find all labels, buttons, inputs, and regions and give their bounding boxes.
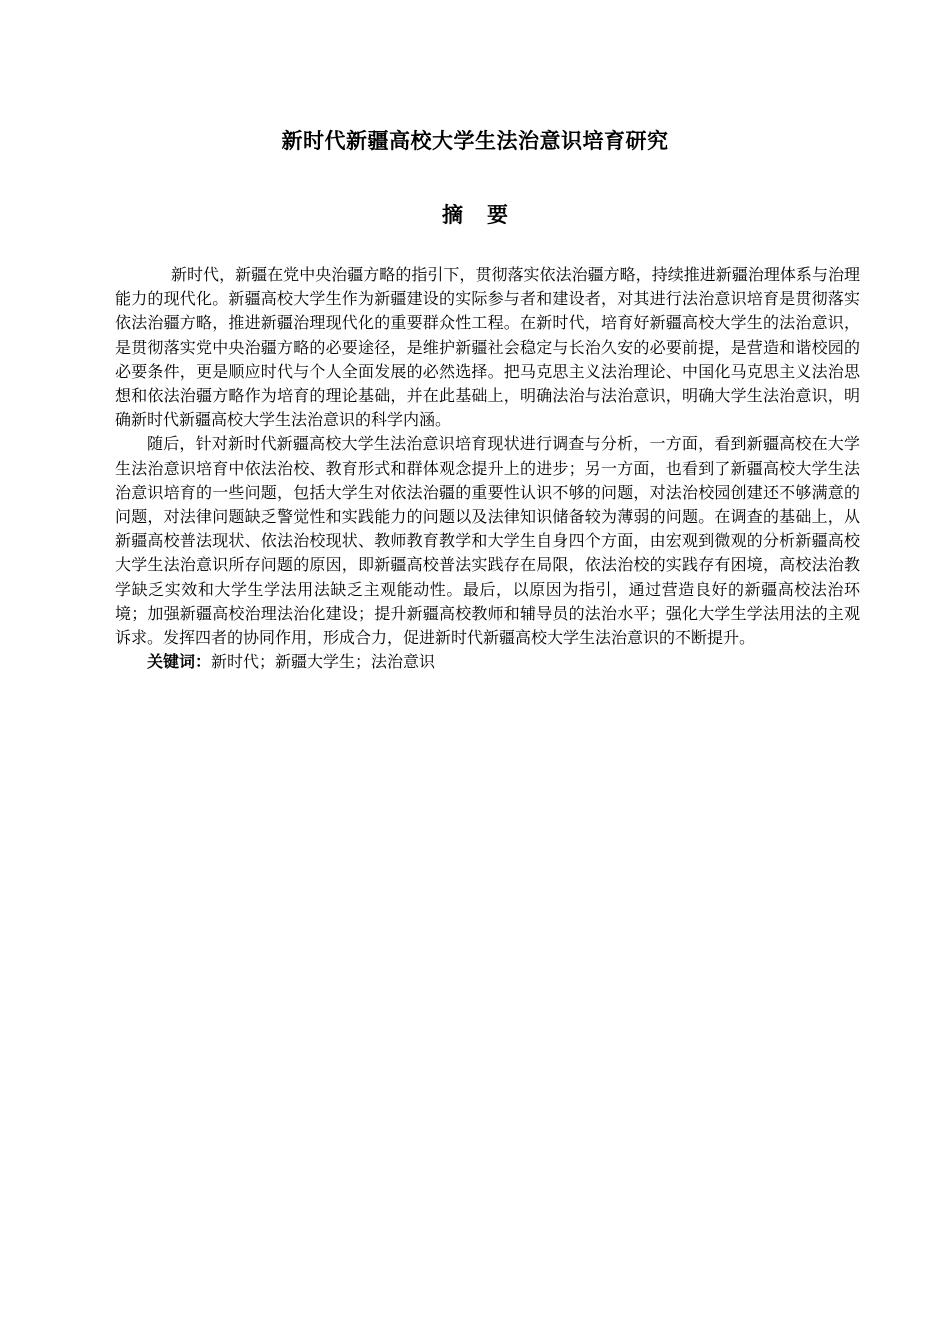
keywords-value: 新时代；新疆大学生；法治意识 [211,652,436,672]
abstract-paragraph-2: 随后，针对新时代新疆高校大学生法治意识培育现状进行调查与分析，一方面，看到新疆高校在大学生法治意识培育中依法治校、教育形式和群体观念提升上的进步；另一方面，也看到了新疆高校大学生法治意识培育的一些问题，包括大学生对依法治疆的重要性认识不够的问题，对法治校园创建还不够满意的问题，对法律问题缺乏警觉性和实践能力的问题以及法律知识储备较为薄弱的问题。在调查的基础上，从新疆高校普法现状、依法治校现状、教师教育教学和大学生自身四个方面，由宏观到微观的分析新疆高校大学生法治意识所存问题的原因，即新疆高校普法实践存在局限，依法治校的实践存有困境，高校法治教学缺乏实效和大学生学法用法缺乏主观能动性。最后，以原因为指引，通过营造良好的新疆高校法治环境；加强新疆高校治理法治化建设；提升新疆高校教师和辅导员的法治水平；强化大学生学法用法的主观诉求。发挥四者的协同作用，形成合力，促进新时代新疆高校大学生法治意识的不断提升。 [115,434,860,648]
keywords-line [115,650,860,674]
abstract-paragraph-1: 新时代，新疆在党中央治疆方略的指引下，贯彻落实依法治疆方略，持续推进新疆治理体系与治理能力的现代化。新疆高校大学生作为新疆建设的实际参与者和建设者，对其进行法治意识培育是贯彻落实依法治疆方略，推进新疆治理现代化的重要群众性工程。在新时代，培育好新疆高校大学生的法治意识，是贯彻落实党中央治疆方略的必要途径，是维护新疆社会稳定与长治久安的必要前提，是营造和谐校园的必要条件，更是顺应时代与个人全面发展的必然选择。把马克思主义法治理论、中国化马克思主义法治思想和依法治疆方略作为培育的理论基础，并在此基础上，明确法治与法治意识，明确大学生法治意识，明确新时代新疆高校大学生法治意识的科学内涵。 [115,265,860,430]
document-title: 新时代新疆高校大学生法治意识培育研究 [281,129,669,153]
keywords-label: 关键词： [147,652,212,672]
abstract-body [115,263,860,674]
abstract-heading: 摘要 [442,203,532,227]
